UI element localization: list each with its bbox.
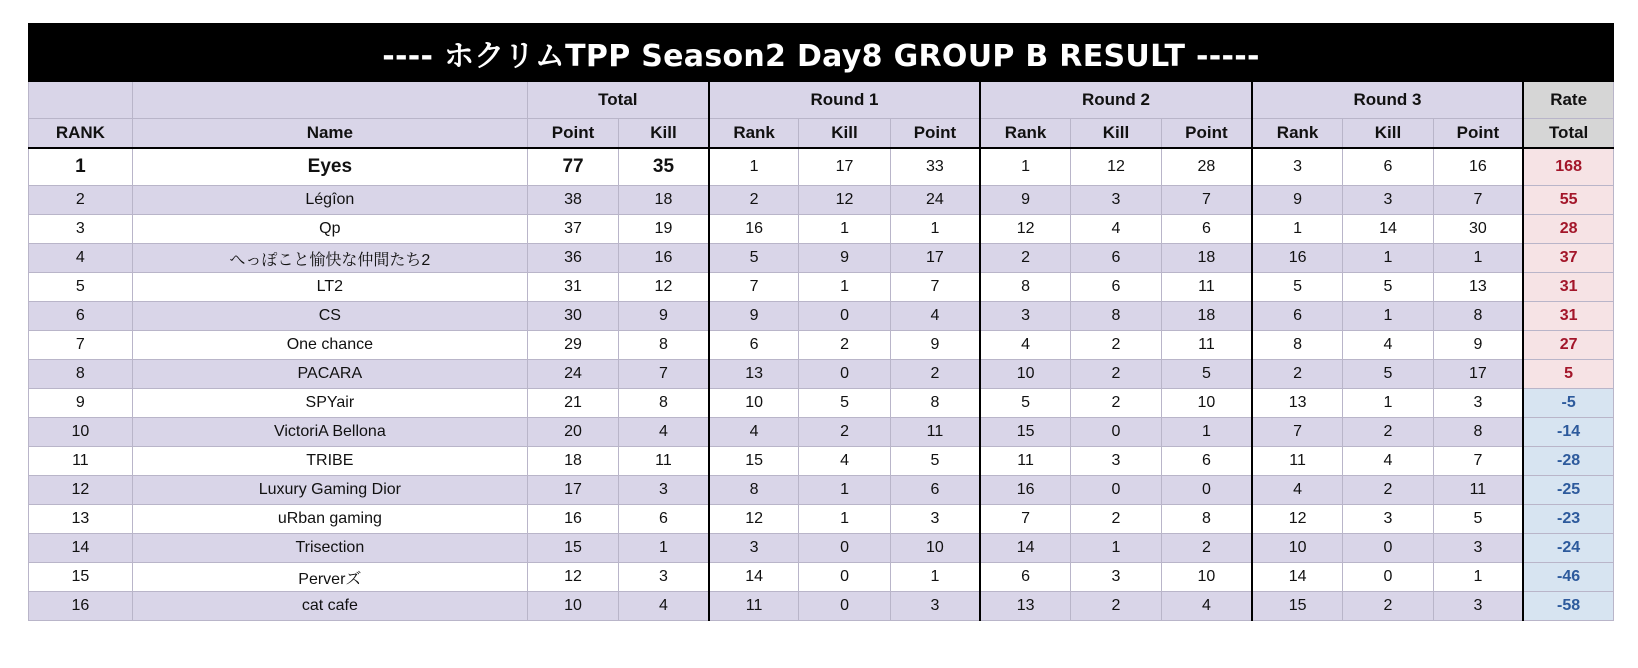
cell-r3-rank: 2 <box>1252 360 1343 389</box>
table-row <box>29 186 1614 215</box>
cell-r2-point: 0 <box>1162 476 1252 505</box>
cell-r3-point: 8 <box>1433 302 1523 331</box>
cell-r3-point: 16 <box>1433 148 1523 186</box>
cell-r3-kill: 4 <box>1343 331 1433 360</box>
cell-r3-rank: 14 <box>1252 563 1343 592</box>
cell-r2-point: 2 <box>1162 534 1252 563</box>
cell-team-name: uRban gaming <box>132 505 527 534</box>
cell-total-point: 31 <box>527 273 618 302</box>
cell-r2-rank: 11 <box>980 447 1070 476</box>
sheet-title: ---- ホクリムTPP Season2 Day8 GROUP B RESULT ----- <box>28 23 1614 82</box>
cell-r2-point: 5 <box>1162 360 1252 389</box>
cell-rank: 12 <box>29 476 133 505</box>
cell-r3-point: 11 <box>1433 476 1523 505</box>
cell-r1-rank: 13 <box>709 360 799 389</box>
col-r1-rank: Rank <box>709 119 799 149</box>
cell-r1-kill: 0 <box>799 360 890 389</box>
cell-r3-kill: 5 <box>1343 360 1433 389</box>
cell-total-point: 16 <box>527 505 618 534</box>
cell-r2-rank: 13 <box>980 592 1070 621</box>
col-r1-kill: Kill <box>799 119 890 149</box>
cell-r3-point: 17 <box>1433 360 1523 389</box>
cell-total-kill: 6 <box>619 505 709 534</box>
cell-rank: 15 <box>29 563 133 592</box>
col-r2-rank: Rank <box>980 119 1070 149</box>
cell-rate-total: -28 <box>1523 447 1613 476</box>
cell-total-kill: 3 <box>619 563 709 592</box>
cell-r3-kill: 3 <box>1343 186 1433 215</box>
cell-r1-rank: 8 <box>709 476 799 505</box>
cell-rank: 5 <box>29 273 133 302</box>
cell-r1-point: 17 <box>890 244 980 273</box>
cell-r1-kill: 2 <box>799 331 890 360</box>
cell-total-point: 36 <box>527 244 618 273</box>
cell-r1-kill: 0 <box>799 534 890 563</box>
cell-r1-point: 24 <box>890 186 980 215</box>
cell-rate-total: -14 <box>1523 418 1613 447</box>
cell-total-kill: 19 <box>619 215 709 244</box>
cell-r1-rank: 16 <box>709 215 799 244</box>
cell-r3-rank: 11 <box>1252 447 1343 476</box>
cell-rank: 7 <box>29 331 133 360</box>
cell-total-kill: 8 <box>619 389 709 418</box>
cell-rank: 10 <box>29 418 133 447</box>
cell-rate-total: -23 <box>1523 505 1613 534</box>
cell-team-name: One chance <box>132 331 527 360</box>
cell-r3-kill: 1 <box>1343 244 1433 273</box>
cell-r1-kill: 4 <box>799 447 890 476</box>
cell-r2-rank: 5 <box>980 389 1070 418</box>
cell-r1-point: 6 <box>890 476 980 505</box>
cell-rank: 16 <box>29 592 133 621</box>
col-r3-point: Point <box>1433 119 1523 149</box>
col-r1-point: Point <box>890 119 980 149</box>
cell-team-name: Qp <box>132 215 527 244</box>
cell-r2-point: 1 <box>1162 418 1252 447</box>
cell-r3-point: 3 <box>1433 592 1523 621</box>
cell-r3-kill: 14 <box>1343 215 1433 244</box>
cell-team-name: SPYair <box>132 389 527 418</box>
cell-r3-rank: 6 <box>1252 302 1343 331</box>
cell-r1-rank: 2 <box>709 186 799 215</box>
cell-total-kill: 3 <box>619 476 709 505</box>
cell-total-point: 10 <box>527 592 618 621</box>
cell-rank: 3 <box>29 215 133 244</box>
cell-r1-point: 5 <box>890 447 980 476</box>
cell-team-name: Trisection <box>132 534 527 563</box>
cell-r1-point: 1 <box>890 563 980 592</box>
cell-total-kill: 16 <box>619 244 709 273</box>
col-name: Name <box>132 119 527 149</box>
cell-r2-kill: 3 <box>1070 447 1161 476</box>
cell-r2-point: 11 <box>1162 331 1252 360</box>
cell-r1-kill: 5 <box>799 389 890 418</box>
cell-r3-point: 1 <box>1433 244 1523 273</box>
cell-r3-kill: 5 <box>1343 273 1433 302</box>
cell-team-name: VictoriA Bellona <box>132 418 527 447</box>
header-group-row <box>29 82 1614 119</box>
cell-r3-point: 5 <box>1433 505 1523 534</box>
cell-total-point: 20 <box>527 418 618 447</box>
cell-total-kill: 35 <box>619 148 709 186</box>
cell-r3-rank: 13 <box>1252 389 1343 418</box>
cell-r1-kill: 12 <box>799 186 890 215</box>
cell-total-kill: 8 <box>619 331 709 360</box>
header-group-rate: Rate <box>1523 82 1613 119</box>
cell-r3-point: 13 <box>1433 273 1523 302</box>
cell-team-name: LT2 <box>132 273 527 302</box>
cell-r3-rank: 1 <box>1252 215 1343 244</box>
cell-r2-rank: 9 <box>980 186 1070 215</box>
cell-team-name: PACARA <box>132 360 527 389</box>
cell-r1-point: 11 <box>890 418 980 447</box>
cell-r2-kill: 0 <box>1070 476 1161 505</box>
cell-r2-kill: 3 <box>1070 186 1161 215</box>
table-row <box>29 215 1614 244</box>
cell-r3-point: 7 <box>1433 186 1523 215</box>
cell-r2-point: 6 <box>1162 447 1252 476</box>
cell-r1-point: 1 <box>890 215 980 244</box>
cell-r1-kill: 1 <box>799 476 890 505</box>
cell-r2-rank: 4 <box>980 331 1070 360</box>
cell-total-point: 21 <box>527 389 618 418</box>
cell-rate-total: 55 <box>1523 186 1613 215</box>
cell-r2-rank: 3 <box>980 302 1070 331</box>
cell-r3-rank: 12 <box>1252 505 1343 534</box>
cell-r1-kill: 1 <box>799 273 890 302</box>
col-total-point: Point <box>527 119 618 149</box>
cell-total-point: 18 <box>527 447 618 476</box>
header-group-round1: Round 1 <box>709 82 980 119</box>
cell-r1-kill: 1 <box>799 505 890 534</box>
table-row <box>29 331 1614 360</box>
cell-r3-point: 8 <box>1433 418 1523 447</box>
header-group-total: Total <box>527 82 708 119</box>
cell-team-name: TRIBE <box>132 447 527 476</box>
cell-r1-kill: 0 <box>799 563 890 592</box>
cell-team-name: cat cafe <box>132 592 527 621</box>
cell-r2-rank: 6 <box>980 563 1070 592</box>
cell-r3-point: 3 <box>1433 534 1523 563</box>
table-row <box>29 447 1614 476</box>
cell-r1-rank: 7 <box>709 273 799 302</box>
cell-r2-kill: 2 <box>1070 505 1161 534</box>
cell-rank: 2 <box>29 186 133 215</box>
cell-rate-total: -5 <box>1523 389 1613 418</box>
cell-team-name: CS <box>132 302 527 331</box>
cell-r1-rank: 3 <box>709 534 799 563</box>
cell-total-kill: 4 <box>619 592 709 621</box>
header-group-round3: Round 3 <box>1252 82 1523 119</box>
cell-r3-point: 30 <box>1433 215 1523 244</box>
results-body <box>29 148 1614 621</box>
cell-r3-point: 1 <box>1433 563 1523 592</box>
cell-r3-kill: 6 <box>1343 148 1433 186</box>
cell-r1-point: 2 <box>890 360 980 389</box>
cell-r3-rank: 4 <box>1252 476 1343 505</box>
cell-total-point: 29 <box>527 331 618 360</box>
cell-rank: 9 <box>29 389 133 418</box>
cell-r3-kill: 2 <box>1343 418 1433 447</box>
cell-r2-rank: 16 <box>980 476 1070 505</box>
cell-r3-kill: 1 <box>1343 389 1433 418</box>
cell-rate-total: 27 <box>1523 331 1613 360</box>
table-row <box>29 476 1614 505</box>
cell-r2-rank: 15 <box>980 418 1070 447</box>
cell-r1-point: 33 <box>890 148 980 186</box>
cell-r1-rank: 4 <box>709 418 799 447</box>
cell-r3-rank: 8 <box>1252 331 1343 360</box>
cell-rank: 14 <box>29 534 133 563</box>
cell-r3-rank: 3 <box>1252 148 1343 186</box>
cell-rate-total: -25 <box>1523 476 1613 505</box>
table-row <box>29 148 1614 186</box>
cell-r3-rank: 9 <box>1252 186 1343 215</box>
cell-r1-kill: 17 <box>799 148 890 186</box>
cell-rate-total: -46 <box>1523 563 1613 592</box>
header-group-round2: Round 2 <box>980 82 1251 119</box>
cell-r3-rank: 15 <box>1252 592 1343 621</box>
cell-total-point: 77 <box>527 148 618 186</box>
cell-r1-kill: 1 <box>799 215 890 244</box>
cell-r3-kill: 2 <box>1343 476 1433 505</box>
cell-r3-rank: 16 <box>1252 244 1343 273</box>
table-row <box>29 505 1614 534</box>
cell-r2-kill: 8 <box>1070 302 1161 331</box>
cell-r2-point: 6 <box>1162 215 1252 244</box>
cell-r1-point: 4 <box>890 302 980 331</box>
cell-team-name: Légîon <box>132 186 527 215</box>
results-table <box>28 82 1614 621</box>
cell-r2-kill: 2 <box>1070 360 1161 389</box>
cell-total-point: 38 <box>527 186 618 215</box>
cell-r2-rank: 8 <box>980 273 1070 302</box>
cell-r2-point: 28 <box>1162 148 1252 186</box>
cell-r2-kill: 2 <box>1070 331 1161 360</box>
cell-team-name: Luxury Gaming Dior <box>132 476 527 505</box>
table-row <box>29 389 1614 418</box>
cell-r2-point: 10 <box>1162 389 1252 418</box>
cell-total-kill: 7 <box>619 360 709 389</box>
cell-r1-point: 10 <box>890 534 980 563</box>
cell-r1-rank: 14 <box>709 563 799 592</box>
col-rank: RANK <box>29 119 133 149</box>
cell-total-kill: 1 <box>619 534 709 563</box>
cell-r3-kill: 3 <box>1343 505 1433 534</box>
cell-r2-kill: 2 <box>1070 389 1161 418</box>
cell-r2-kill: 0 <box>1070 418 1161 447</box>
cell-rank: 8 <box>29 360 133 389</box>
cell-r2-point: 4 <box>1162 592 1252 621</box>
cell-total-point: 37 <box>527 215 618 244</box>
cell-r1-point: 3 <box>890 592 980 621</box>
cell-rank: 1 <box>29 148 133 186</box>
cell-r1-rank: 10 <box>709 389 799 418</box>
cell-rate-total: 5 <box>1523 360 1613 389</box>
cell-rank: 13 <box>29 505 133 534</box>
cell-rank: 6 <box>29 302 133 331</box>
cell-total-point: 24 <box>527 360 618 389</box>
cell-r1-rank: 6 <box>709 331 799 360</box>
cell-r3-kill: 4 <box>1343 447 1433 476</box>
table-row <box>29 563 1614 592</box>
col-total-kill: Kill <box>619 119 709 149</box>
cell-r2-kill: 3 <box>1070 563 1161 592</box>
cell-r3-kill: 0 <box>1343 534 1433 563</box>
col-r3-kill: Kill <box>1343 119 1433 149</box>
table-row <box>29 360 1614 389</box>
cell-r1-rank: 15 <box>709 447 799 476</box>
col-rate-total: Total <box>1523 119 1613 149</box>
cell-r1-rank: 9 <box>709 302 799 331</box>
cell-team-name: Eyes <box>132 148 527 186</box>
cell-r2-kill: 6 <box>1070 273 1161 302</box>
cell-r1-kill: 0 <box>799 592 890 621</box>
cell-total-kill: 4 <box>619 418 709 447</box>
cell-r3-point: 3 <box>1433 389 1523 418</box>
cell-team-name: Perverズ <box>132 563 527 592</box>
cell-r2-kill: 6 <box>1070 244 1161 273</box>
cell-r2-rank: 10 <box>980 360 1070 389</box>
cell-total-point: 15 <box>527 534 618 563</box>
cell-total-kill: 12 <box>619 273 709 302</box>
cell-r3-point: 9 <box>1433 331 1523 360</box>
cell-r1-rank: 5 <box>709 244 799 273</box>
cell-r3-kill: 1 <box>1343 302 1433 331</box>
cell-r3-rank: 10 <box>1252 534 1343 563</box>
cell-total-point: 12 <box>527 563 618 592</box>
cell-rate-total: 28 <box>1523 215 1613 244</box>
cell-rate-total: 31 <box>1523 302 1613 331</box>
cell-r2-point: 18 <box>1162 244 1252 273</box>
header-blank-name <box>132 82 527 119</box>
table-row <box>29 592 1614 621</box>
cell-r2-rank: 12 <box>980 215 1070 244</box>
cell-r2-point: 18 <box>1162 302 1252 331</box>
cell-r1-kill: 9 <box>799 244 890 273</box>
col-r2-kill: Kill <box>1070 119 1161 149</box>
cell-total-kill: 11 <box>619 447 709 476</box>
col-r3-rank: Rank <box>1252 119 1343 149</box>
cell-rate-total: 31 <box>1523 273 1613 302</box>
cell-r2-kill: 4 <box>1070 215 1161 244</box>
cell-total-kill: 9 <box>619 302 709 331</box>
cell-r2-rank: 7 <box>980 505 1070 534</box>
cell-r1-point: 7 <box>890 273 980 302</box>
col-r2-point: Point <box>1162 119 1252 149</box>
cell-rate-total: -58 <box>1523 592 1613 621</box>
cell-r2-kill: 1 <box>1070 534 1161 563</box>
cell-r1-kill: 2 <box>799 418 890 447</box>
cell-rank: 4 <box>29 244 133 273</box>
header-column-row <box>29 119 1614 149</box>
cell-rank: 11 <box>29 447 133 476</box>
cell-r1-kill: 0 <box>799 302 890 331</box>
cell-rate-total: 168 <box>1523 148 1613 186</box>
cell-r2-rank: 1 <box>980 148 1070 186</box>
cell-r2-kill: 2 <box>1070 592 1161 621</box>
cell-r2-kill: 12 <box>1070 148 1161 186</box>
results-sheet <box>28 23 1614 621</box>
table-row <box>29 273 1614 302</box>
cell-r1-point: 8 <box>890 389 980 418</box>
cell-r3-point: 7 <box>1433 447 1523 476</box>
cell-r2-point: 7 <box>1162 186 1252 215</box>
header-blank-rank <box>29 82 133 119</box>
cell-r2-rank: 14 <box>980 534 1070 563</box>
cell-r2-point: 10 <box>1162 563 1252 592</box>
cell-r3-kill: 2 <box>1343 592 1433 621</box>
table-row <box>29 534 1614 563</box>
cell-total-point: 17 <box>527 476 618 505</box>
cell-r3-rank: 7 <box>1252 418 1343 447</box>
table-row <box>29 302 1614 331</box>
cell-total-kill: 18 <box>619 186 709 215</box>
cell-r2-point: 8 <box>1162 505 1252 534</box>
cell-total-point: 30 <box>527 302 618 331</box>
table-row <box>29 244 1614 273</box>
cell-r2-point: 11 <box>1162 273 1252 302</box>
cell-r3-kill: 0 <box>1343 563 1433 592</box>
cell-r1-rank: 12 <box>709 505 799 534</box>
cell-r1-point: 3 <box>890 505 980 534</box>
cell-rate-total: 37 <box>1523 244 1613 273</box>
cell-team-name: へっぽこと愉快な仲間たち2 <box>132 244 527 273</box>
cell-r3-rank: 5 <box>1252 273 1343 302</box>
cell-r1-rank: 11 <box>709 592 799 621</box>
cell-r1-point: 9 <box>890 331 980 360</box>
table-row <box>29 418 1614 447</box>
cell-r2-rank: 2 <box>980 244 1070 273</box>
cell-r1-rank: 1 <box>709 148 799 186</box>
cell-rate-total: -24 <box>1523 534 1613 563</box>
